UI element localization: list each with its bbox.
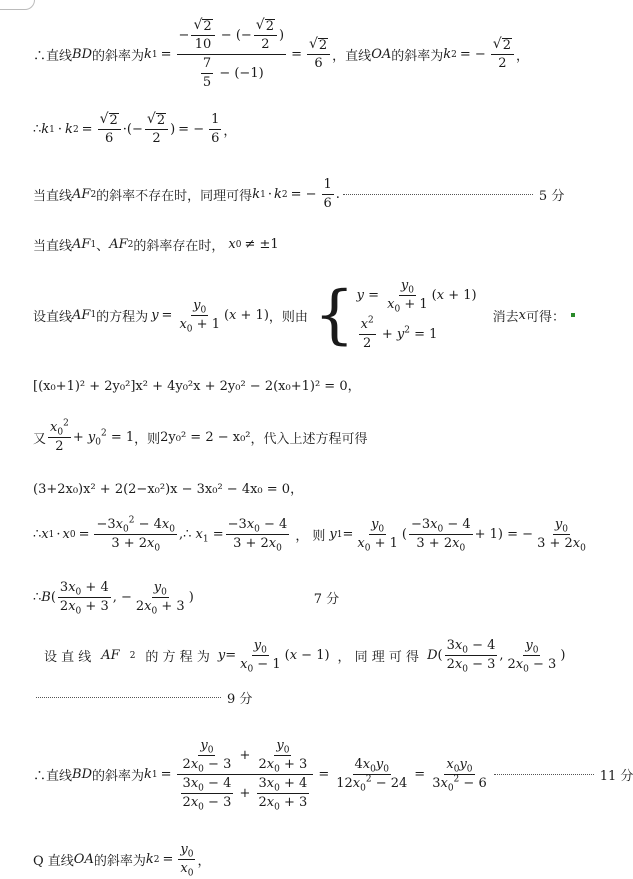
var-bd: BD <box>72 767 92 782</box>
var-af: AF <box>72 237 91 252</box>
frac-den: 6 <box>211 131 220 146</box>
score-leader <box>343 194 533 195</box>
text: ∴ <box>33 527 42 542</box>
score-label: 9 分 <box>227 692 253 707</box>
slope-bd-fraction: − √ 2 10 − (− √ 2 2 ) $\frac{7}{5}$ − (−1) <box>178 17 285 90</box>
line-8-simplified <box>33 478 303 497</box>
text: ∴ <box>33 122 42 137</box>
var-k: k <box>65 122 73 137</box>
var-af: AF <box>101 648 120 663</box>
var-k: k <box>443 47 452 62</box>
equation-system: { y = $\frac{y_0}{x_0 + 1}$ (x + 1) $\frac{x^2}{2}$ + $y^2 = 1$ <box>313 278 477 352</box>
text: ， <box>516 49 530 64</box>
line-7-substitute: 又 $\frac{x_0^2}{2}$ + $y_0^2 = 1$ ，则 2y₀² = 2 − x₀² ，代入上述方程可得 <box>33 418 368 454</box>
var-k: k <box>144 47 152 62</box>
text: 消去 <box>492 309 519 325</box>
line-14-slope-oa: Q 直线 OA 的斜率为 k 2 = $\frac{y_0}{x_0}$ ， <box>33 842 211 879</box>
line-4-slope-exists: 当直线 AF 1 、 AF 2 的斜率存在时， x 0 ≠ ±1 <box>33 237 279 254</box>
line-5-line-equation: 设直线 AF 1 的方程为 y = $\frac{y_0}{x_0 + 1}$ (x + 1) ，则由 { y = $\frac{y_0}{x_0 + 1}$ (x + 1) $\frac{x^2}{2}$ + $y^2 = 1$ 消去 x 可得： <box>33 278 575 352</box>
text: 的斜率为 <box>391 49 444 64</box>
text: 的方程为 <box>96 309 149 325</box>
equation: [(x₀+1)² + 2y₀²]x² + 4y₀²x + 2y₀² − 2(x₀+1)² = 0， <box>33 379 361 394</box>
text: ∴直线 <box>33 769 73 784</box>
frac-num: 1 <box>209 112 221 130</box>
equation: 2y₀² = 2 − x₀² <box>160 430 251 445</box>
text: ，则由 <box>268 309 308 325</box>
var-x: x <box>518 307 526 323</box>
line-9-roots: ∴ x 1 · x 0 = $\frac{-3x_0^2 - 4x_0}{3 + 2x_0}$ ,∴ $x_1$ = $\frac{-3x_0 - 4}{3 + 2x_0}$ ， 则 y 1 = $\frac{y_0}{x_0 + 1}$ ( $\frac{-3x_0 - 4}{3 + 2x_0}$ + 1) = − $\frac{y_0}{3 + 2x_0}$ <box>33 515 586 554</box>
text: ，直线 <box>332 49 372 64</box>
var-d: D <box>427 648 438 663</box>
line-13-slope-bd-general: ∴直线 BD 的斜率为 k 1 = $\frac{y_0}{2x_0 - 3}$ + $\frac{y_0}{2x_0 + 3}$ $\frac{3x_0 - 4}{2x_0 - 3}$ + $\frac{3x_0 + 4}{2x_0 + 3}$ = $\frac{4x_0y_0}{12x_0^2 - 24}$ = $\frac{x_0y_0}{3x_0^2 - 6}$ 11 分 <box>33 738 633 813</box>
text: 的 方 程 为 <box>145 650 210 665</box>
score-label: 5 分 <box>538 189 565 204</box>
text: ， 同 理 可 得 <box>337 650 420 665</box>
text: 的斜率存在时， <box>133 239 225 254</box>
text: 的斜率不存在时，同理可得 <box>96 189 253 204</box>
text: 又 <box>33 432 47 447</box>
text: = − <box>178 122 205 137</box>
var-af: AF <box>72 187 91 202</box>
line-10-point-b: ∴ B ( $\frac{3x_0 + 4}{2x_0 + 3}$ , − $\frac{y_0}{2x_0 + 3}$ ) 7 分 <box>33 580 340 617</box>
page-corner-tab <box>0 0 35 10</box>
equation: (3+2x₀)x² + 2(2−x₀²)x − 3x₀² − 4x₀ = 0， <box>33 482 304 497</box>
var-bd: BD <box>72 47 92 62</box>
score-label: 11 分 <box>599 769 633 784</box>
text: 当直线 <box>33 239 73 254</box>
text: 设直线 <box>33 309 73 325</box>
var-af: AF <box>72 307 91 323</box>
text: ，则 <box>134 432 161 447</box>
var-oa: OA <box>371 47 392 62</box>
line-3-slope-undefined: 当直线 AF 2 的斜率不存在时，同理可得 k 1 · k 2 = − $\frac{1}{6}$ . 5 分 <box>33 177 565 211</box>
var-k: k <box>41 122 50 137</box>
line-11-point-d: 设 直 线 AF 2 的 方 程 为 y = $\frac{y_0}{x_0 - 1}$ (x − 1) ， 同 理 可 得 D ( $\frac{3x_0 - 4}{2x_0 - 3}$ , $\frac{y_0}{2x_0 - 3}$ ) <box>44 638 566 675</box>
score-leader <box>36 697 221 698</box>
text: 则 <box>312 529 326 544</box>
text: ，代入上述方程可得 <box>250 432 368 447</box>
condition: ≠ ±1 <box>244 237 279 252</box>
score-label: 7 分 <box>313 592 340 607</box>
text: 可得： <box>525 309 565 325</box>
ink-dot <box>571 313 575 317</box>
line-6-quadratic <box>33 375 361 394</box>
slope-compound-fraction: $\frac{y_0}{2x_0 - 3}$ + $\frac{y_0}{2x_0 + 3}$ $\frac{3x_0 - 4}{2x_0 - 3}$ + $\frac{3x_0 + 4}{2x_0 + 3}$ <box>177 738 314 811</box>
text: Q 直线 <box>33 854 74 869</box>
var-af: AF <box>109 237 128 252</box>
text: ∴ <box>33 590 42 605</box>
var-b: B <box>41 590 51 605</box>
score-leader <box>494 774 594 775</box>
text: 当直线 <box>33 189 73 204</box>
text: ， <box>223 124 237 139</box>
line-12-score <box>33 688 252 707</box>
text: 设 直 线 <box>44 650 92 665</box>
text: ， <box>197 854 211 869</box>
line-2-product: ∴ k 1 · k 2 = √ 2 6 ·(− √ 2 2 ) = − $\frac{1}{6}$ ， <box>33 111 237 146</box>
line-1-slope-bd: ∴直线 BD 的斜率为 k 1 = − √ 2 10 − (− √ 2 2 ) $\frac{7}{5}$ − (−1) = √ 2 6 ，直线 OA 的斜率为 k 2 = − √ 2 2 ， <box>33 17 530 90</box>
text: 的斜率为 <box>93 854 146 869</box>
var-oa: OA <box>73 852 94 867</box>
text: 的斜率为 <box>92 769 145 784</box>
text: 的斜率为 <box>92 49 145 64</box>
text: ∴直线 <box>33 49 73 64</box>
